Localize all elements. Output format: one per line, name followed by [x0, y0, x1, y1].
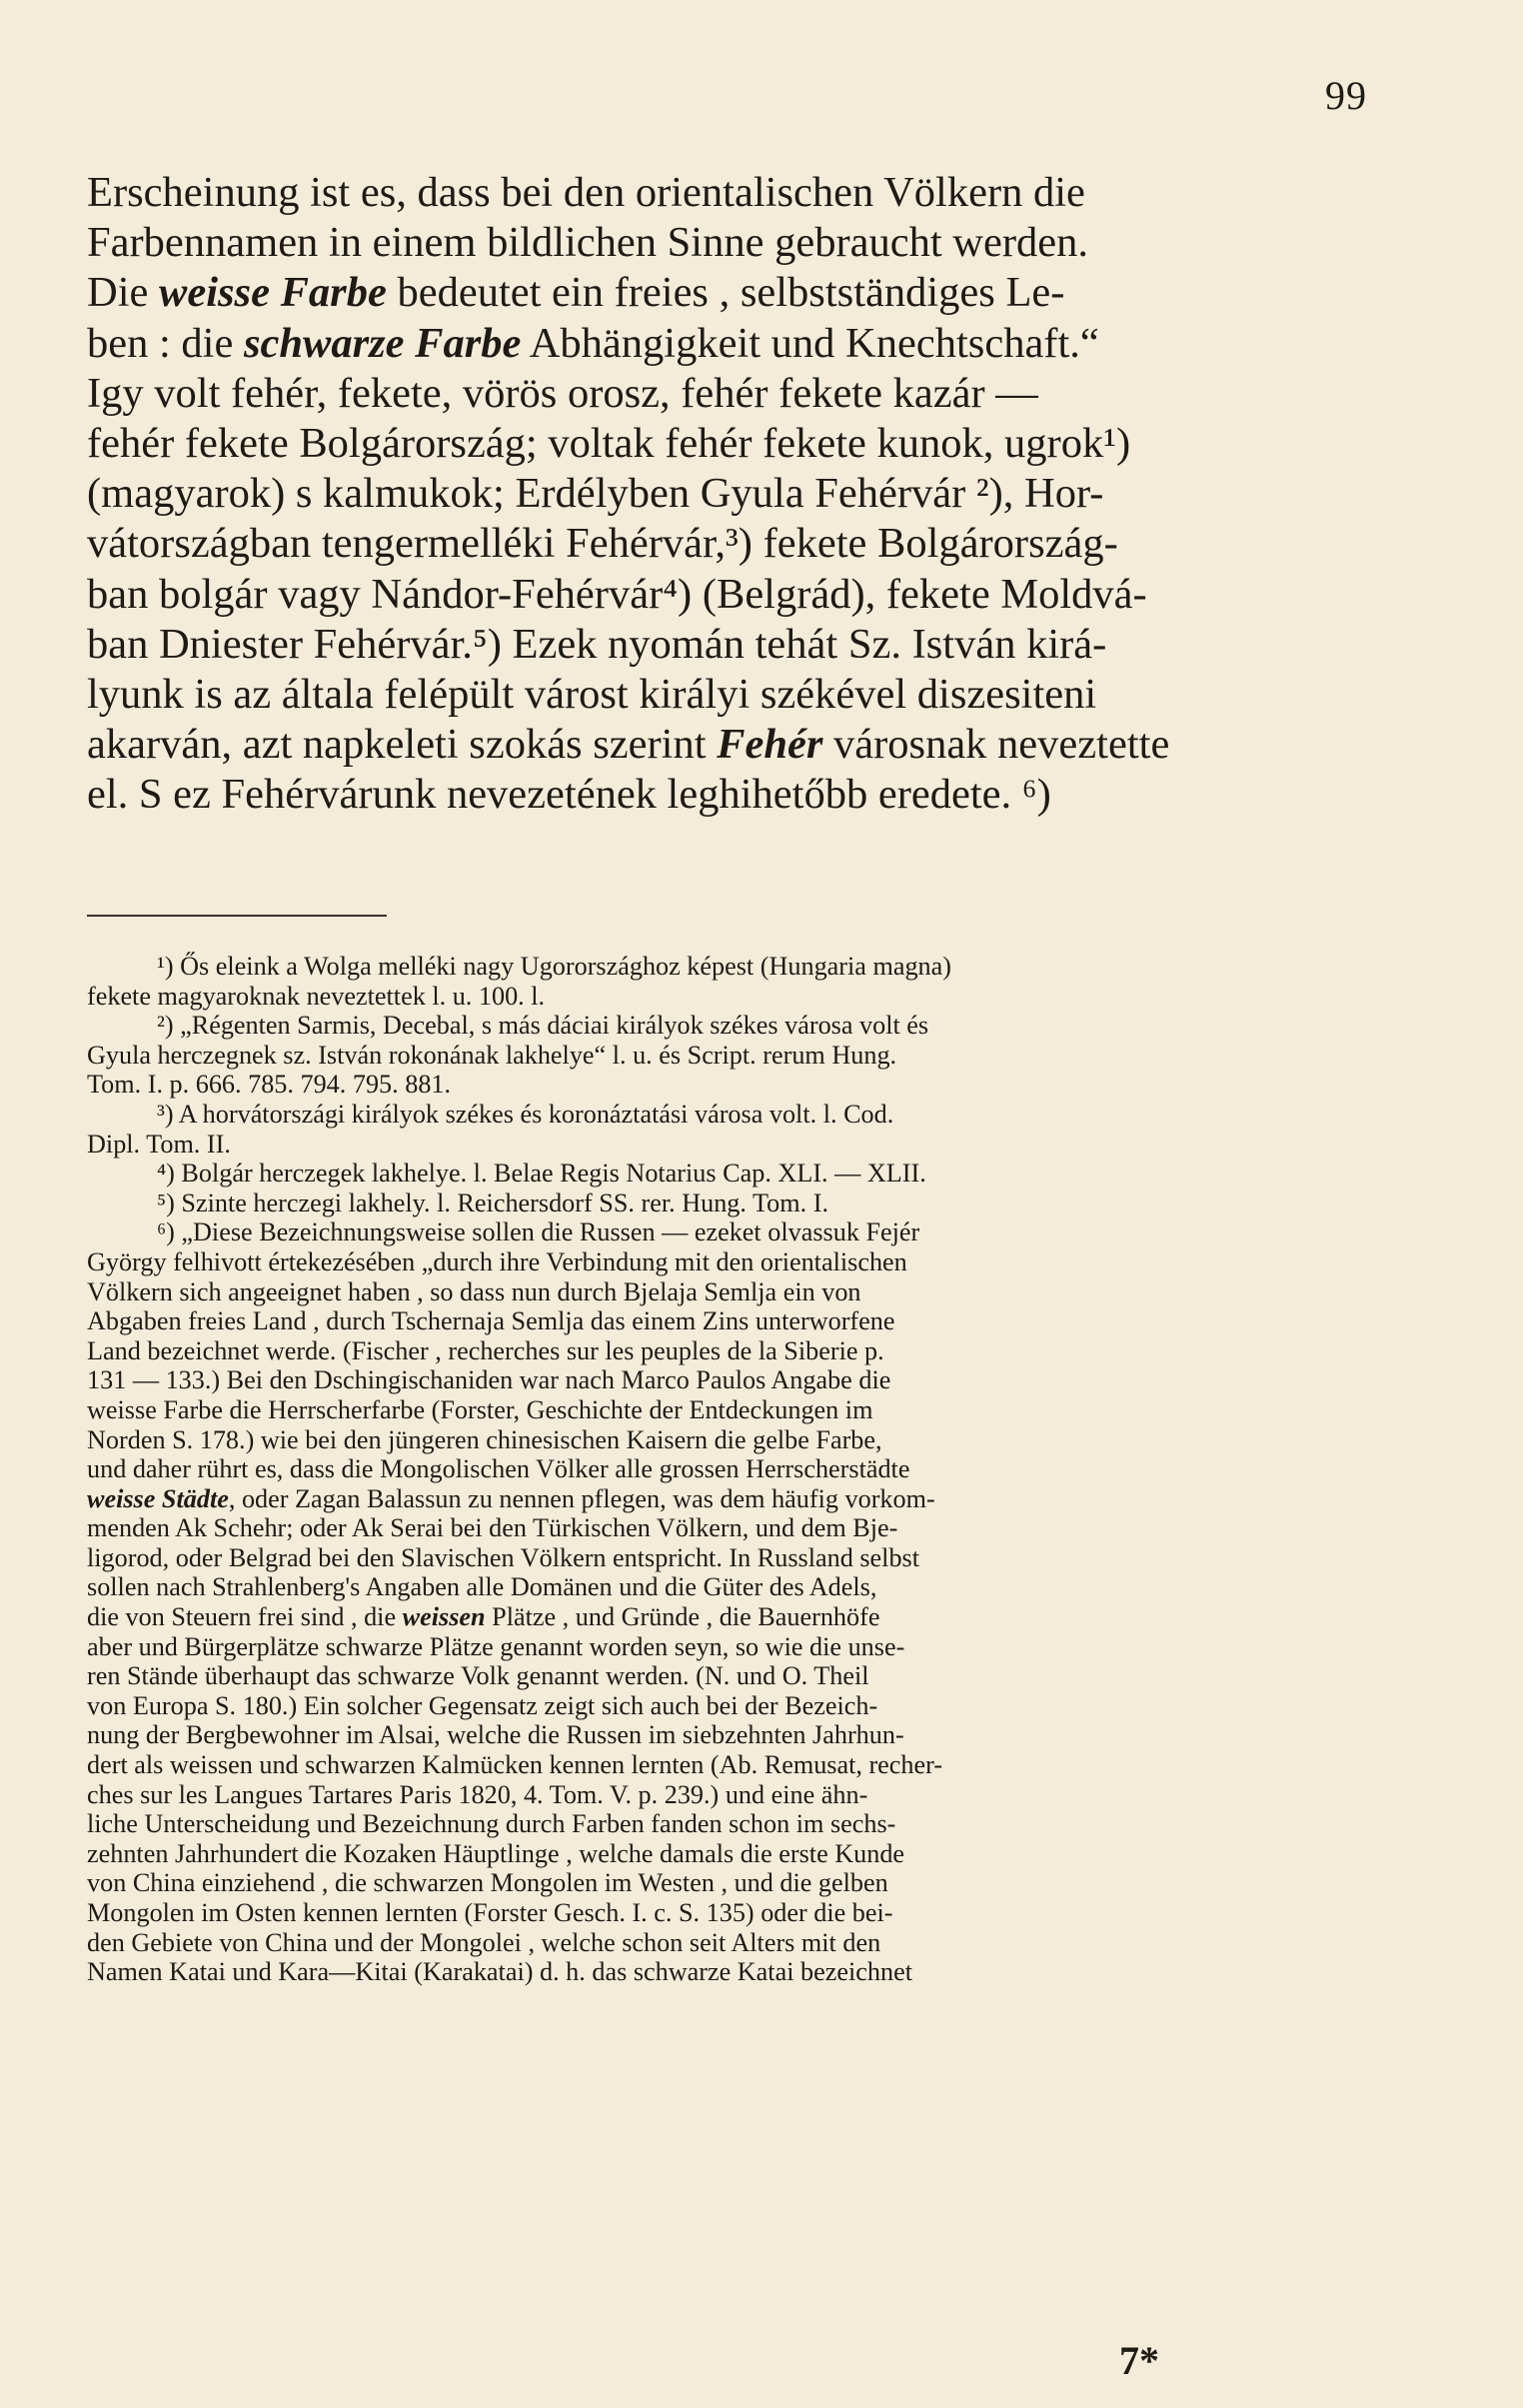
footnote-line: die von Steuern frei sind , die weissen Plätze , und Gründe , die Bauernhöfe	[87, 1602, 880, 1632]
footnote-line: weisse Städte, oder Zagan Balassun zu nennen pflegen, was dem häufig vorkom-	[87, 1483, 935, 1513]
footnote-line: zehnten Jahrhundert die Kozaken Häuptlinge , welche damals die erste Kunde	[87, 1838, 905, 1868]
text-line: Farbennamen in einem bildlichen Sinne gebraucht werden.	[87, 219, 1088, 267]
footnote-line: menden Ak Schehr; oder Ak Serai bei den Türkischen Völkern, und dem Bje-	[87, 1513, 898, 1543]
text-line: Die weisse Farbe bedeutet ein freies , selbstständiges Le-	[87, 269, 1065, 317]
signature-mark: 7*	[1119, 2338, 1159, 2383]
footnote-line: fekete magyaroknak neveztettek l. u. 100. l.	[87, 981, 546, 1011]
footnote-line: Norden S. 178.) wie bei den jüngeren chinesischen Kaisern die gelbe Farbe,	[87, 1424, 882, 1454]
footnote-line: ligorod, oder Belgrad bei den Slavischen Völkern entspricht. In Russland selbst	[87, 1542, 920, 1572]
text-line: ben : die schwarze Farbe Abhängigkeit und Knechtschaft.“	[87, 319, 1099, 367]
emphasis: weisse Farbe	[159, 269, 387, 317]
footnote-line: liche Unterscheidung und Bezeichnung durch Farben fanden schon im sechs-	[87, 1809, 896, 1839]
footnotes	[87, 952, 1376, 1987]
footnote-line: ³) A horvátországi királyok székes és koronáztatási városa volt. l. Cod.	[157, 1099, 894, 1129]
footnote-line: von Europa S. 180.) Ein solcher Gegensatz zeigt sich auch bei der Bezeich-	[87, 1690, 878, 1720]
footnote-line: Mongolen im Osten kennen lernten (Forster Gesch. I. c. S. 135) oder die bei-	[87, 1898, 893, 1927]
footnote-line: ¹) Ős eleink a Wolga melléki nagy Ugorországhoz képest (Hungaria magna)	[157, 952, 951, 981]
text-line: vátországban tengermelléki Fehérvár,³) fekete Bolgárország-	[87, 520, 1118, 568]
footnote-line: den Gebiete von China und der Mongolei , welche schon seit Alters mit den	[87, 1927, 881, 1957]
footnote-line: nung der Bergbewohner im Alsai, welche die Russen im siebzehnten Jahrhun-	[87, 1720, 904, 1750]
text-line: lyunk is az általa felépült várost királyi székével diszesiteni	[87, 671, 1097, 719]
footnote-line: aber und Bürgerplätze schwarze Plätze genannt worden seyn, so wie die unse-	[87, 1631, 905, 1661]
footnote-line: Völkern sich angeeignet haben , so dass nun durch Bjelaja Semlja ein von	[87, 1276, 861, 1306]
footnote-line: und daher rührt es, dass die Mongolischen Völker alle grossen Herrscherstädte	[87, 1454, 910, 1484]
footnote-line: Dipl. Tom. II.	[87, 1129, 231, 1159]
text-line: ban Dniester Fehérvár.⁵) Ezek nyomán tehát Sz. István kirá-	[87, 620, 1107, 668]
text-line: (magyarok) s kalmukok; Erdélyben Gyula Fehérvár ²), Hor-	[87, 470, 1104, 518]
footnote-line: ⁴) Bolgár herczegek lakhelye. l. Belae Regis Notarius Cap. XLI. — XLII.	[157, 1159, 926, 1189]
footnote-line: sollen nach Strahlenberg's Angaben alle Domänen und die Güter des Adels,	[87, 1572, 877, 1602]
text-line: ban bolgár vagy Nándor-Fehérvár⁴) (Belgrád), fekete Moldvá-	[87, 570, 1147, 618]
emphasis: weisse Städte	[87, 1483, 229, 1513]
footnote-line: dert als weissen und schwarzen Kalmücken kennen lernten (Ab. Remusat, recher-	[87, 1750, 943, 1780]
page-number: 99	[1325, 73, 1367, 118]
footnote-line: ⁵) Szinte herczegi lakhely. l. Reichersdorf SS. rer. Hung. Tom. I.	[157, 1188, 828, 1217]
footnote-line: Namen Katai und Kara—Kitai (Karakatai) d. h. das schwarze Katai bezeichnet	[87, 1957, 912, 1987]
footnote-line: ²) „Régenten Sarmis, Decebal, s más dáciai királyok székes városa volt és	[157, 1011, 929, 1041]
footnote-line: Abgaben freies Land , durch Tschernaja Semlja das einem Zins unterworfene	[87, 1306, 895, 1336]
text-line: Erscheinung ist es, dass bei den orientalischen Völkern die	[87, 169, 1085, 216]
main-text	[87, 168, 1376, 821]
footnote-line: von China einziehend , die schwarzen Mongolen im Westen , und die gelben	[87, 1868, 888, 1898]
text-line: Igy volt fehér, fekete, vörös orosz, fehér fekete kazár —	[87, 369, 1038, 417]
footnote-line: György felhivott értekezésében „durch ihre Verbindung mit den orientalischen	[87, 1246, 907, 1276]
emphasis: schwarze Farbe	[243, 319, 522, 367]
emphasis: weissen	[402, 1602, 486, 1632]
footnote-line: ⁶) „Diese Bezeichnungsweise sollen die Russen — ezeket olvassuk Fejér	[157, 1217, 920, 1247]
footnote-line: Land bezeichnet werde. (Fischer , recherches sur les peuples de la Siberie p.	[87, 1335, 884, 1365]
text-line: akarván, azt napkeleti szokás szerint Fehér városnak neveztette	[87, 721, 1170, 769]
footnote-line: Gyula herczegnek sz. István rokonának lakhelye“ l. u. és Script. rerum Hung.	[87, 1040, 897, 1070]
text-line: fehér fekete Bolgárország; voltak fehér fekete kunok, ugrok¹)	[87, 420, 1131, 468]
text-line: el. S ez Fehérvárunk nevezetének leghihetőbb eredete. ⁶)	[87, 771, 1051, 819]
footnote-line: 131 — 133.) Bei den Dschingischaniden war nach Marco Paulos Angabe die	[87, 1365, 891, 1395]
emphasis: Fehér	[717, 721, 823, 769]
footnote-line: weisse Farbe die Herrscherfarbe (Forster, Geschichte der Entdeckungen im	[87, 1394, 873, 1424]
footnote-rule	[87, 915, 387, 917]
footnote-line: Tom. I. p. 666. 785. 794. 795. 881.	[87, 1070, 452, 1100]
footnote-line: ches sur les Langues Tartares Paris 1820, 4. Tom. V. p. 239.) und eine ähn-	[87, 1779, 868, 1809]
footnote-line: ren Stände überhaupt das schwarze Volk genannt werden. (N. und O. Theil	[87, 1661, 869, 1691]
